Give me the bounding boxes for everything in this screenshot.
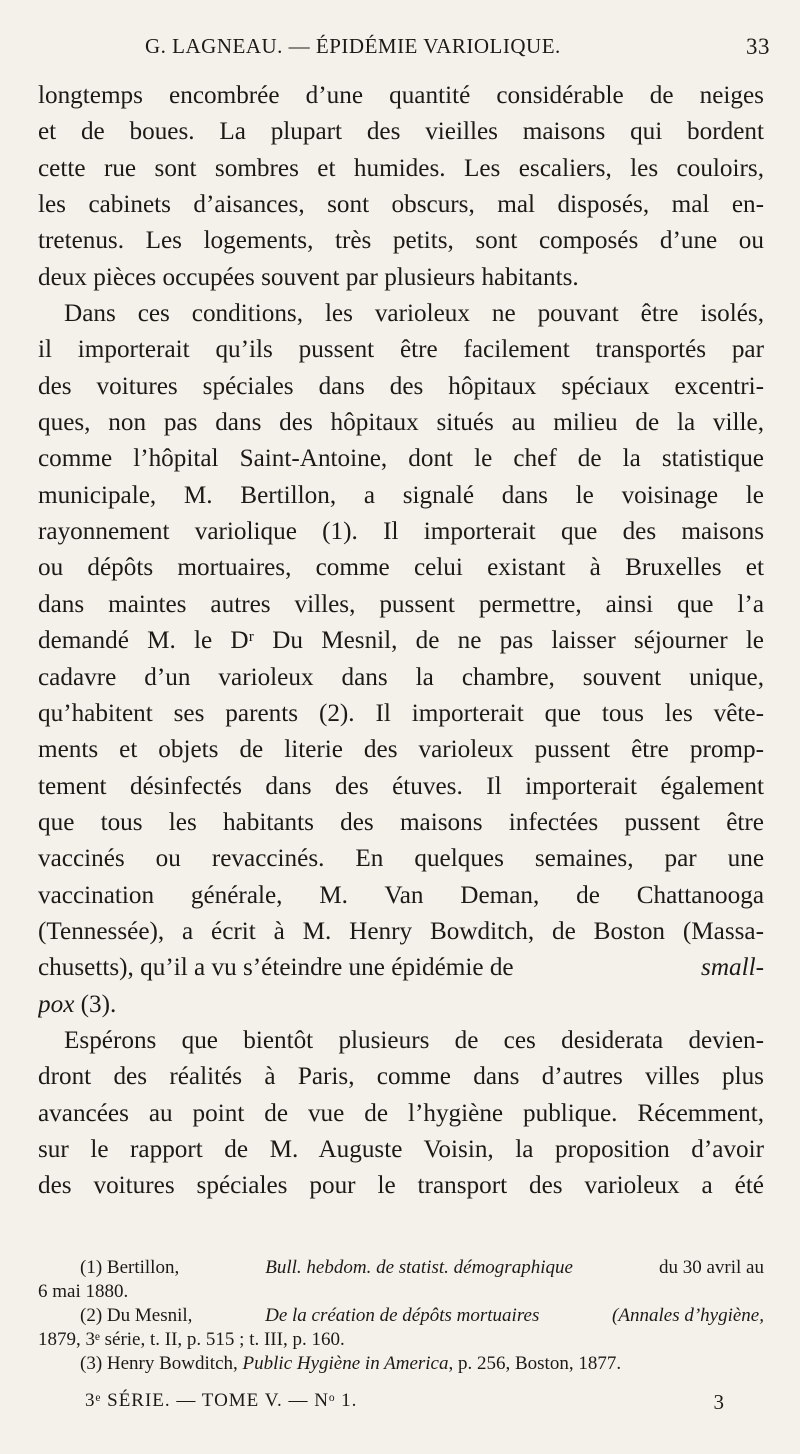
footnote-marker: (3) Henry Bowditch, <box>80 1353 238 1374</box>
text-line: ou dépôts mortuaires, comme celui existant à Bruxelles et <box>38 554 764 582</box>
text-line: comme l’hôpital Saint-Antoine, dont le chef de la statistique <box>38 445 764 473</box>
text-line: longtemps encombrée d’une quantité considérable de neiges <box>38 82 764 109</box>
text-line: municipale, M. Bertillon, a signalé dans le voisinage le <box>38 481 764 509</box>
footnote-title: De la création de dépôts mortuaires <box>265 1305 540 1326</box>
footnotes <box>38 1256 764 1376</box>
text-line-with-italic <box>38 950 764 986</box>
text-line: sur le rapport de M. Auguste Voisin, la proposition d’avoir <box>38 1135 764 1163</box>
text-line: que tous les habitants des maisons infectées pussent être <box>38 808 764 836</box>
running-header <box>40 34 770 64</box>
footnote-tail: du 30 avril au <box>658 1257 764 1278</box>
text-line: (Tennessée), a écrit à M. Henry Bowditch, de Boston (Massa- <box>38 917 764 945</box>
footnote-1 <box>38 1256 764 1280</box>
text-line: tretenus. Les logements, très petits, sont composés d’une ou <box>38 227 764 255</box>
text-line: il importerait qu’ils pussent être facilement transportés par <box>38 336 764 364</box>
italic-word: small- <box>701 954 764 982</box>
text-line: demandé M. le Dʳ Du Mesnil, de ne pas laisser séjourner le <box>38 627 764 655</box>
footnote-journal: (Annales d’hygiène, <box>612 1305 764 1326</box>
text-line: et de boues. La plupart des vieilles maisons qui bordent <box>38 118 764 146</box>
text-line: Espérons que bientôt plusieurs de ces desiderata devien- <box>64 1026 764 1054</box>
footnote-3 <box>38 1352 764 1376</box>
sheet-number: 3 <box>713 1390 725 1414</box>
text-line: cadavre d’un varioleux dans la chambre, souvent unique, <box>38 663 764 691</box>
running-title: G. LAGNEAU. — ÉPIDÉMIE VARIOLIQUE. <box>145 34 561 58</box>
footnote-marker: (2) Du Mesnil, <box>80 1305 193 1326</box>
text-line: dront des réalités à Paris, comme dans d’autres villes plus <box>38 1063 764 1091</box>
text-line: rayonnement variolique (1). Il importerait que des maisons <box>38 518 764 546</box>
series-line: 3ᵉ SÉRIE. — TOME V. — Nᵒ 1. <box>85 1390 358 1411</box>
footnote-2 <box>38 1304 764 1328</box>
text-line: vaccination générale, M. Van Deman, de Chattanooga <box>38 881 764 909</box>
text-line: des voitures spéciales dans des hôpitaux spéciaux excentri- <box>38 372 764 400</box>
signature-footer <box>85 1390 725 1418</box>
text-line: qu’habitent ses parents (2). Il importerait que tous les vête- <box>38 699 764 727</box>
text-line: ments et objets de literie des varioleux pussent être promp- <box>38 736 764 764</box>
text-line: dans maintes autres villes, pussent permettre, ainsi que l’a <box>38 590 764 618</box>
page-number: 33 <box>746 34 770 59</box>
text-line: avancées au point de vue de l’hygiène publique. Récemment, <box>38 1099 764 1127</box>
text-line: les cabinets d’aisances, sont obscurs, mal disposés, mal en- <box>38 191 764 219</box>
italic-word: pox <box>38 990 75 1018</box>
footnote-title: Public Hygiène in America <box>242 1353 449 1374</box>
text-line: ques, non pas dans des hôpitaux situés au milieu de la ville, <box>38 409 764 437</box>
footnote-1-continued: 6 mai 1880. <box>38 1281 129 1302</box>
text-line: deux pièces occupées souvent par plusieurs habitants. <box>38 263 579 291</box>
text-line: Dans ces conditions, les varioleux ne pouvant être isolés, <box>64 300 764 328</box>
text-line-with-italic <box>38 987 764 1023</box>
footnote-marker: (1) Bertillon, <box>80 1257 180 1278</box>
body-text <box>38 78 764 1205</box>
text-line: tement désinfectés dans des étuves. Il importerait également <box>38 772 764 800</box>
footnote-source: Bull. hebdom. de statist. démographique <box>265 1257 573 1278</box>
footnote-2-continued: 1879, 3ᵉ série, t. II, p. 515 ; t. III, p. 160. <box>38 1329 345 1350</box>
text-line: des voitures spéciales pour le transport des varioleux a été <box>38 1172 764 1200</box>
text-line: cette rue sont sombres et humides. Les escaliers, les couloirs, <box>38 154 764 182</box>
text-line: (3). <box>80 990 117 1018</box>
text-line: vaccinés ou revaccinés. En quelques semaines, par une <box>38 845 764 873</box>
footnote-tail: , p. 256, Boston, 1877. <box>448 1353 622 1374</box>
text-line: chusetts), qu’il a vu s’éteindre une épidémie de <box>38 954 514 982</box>
